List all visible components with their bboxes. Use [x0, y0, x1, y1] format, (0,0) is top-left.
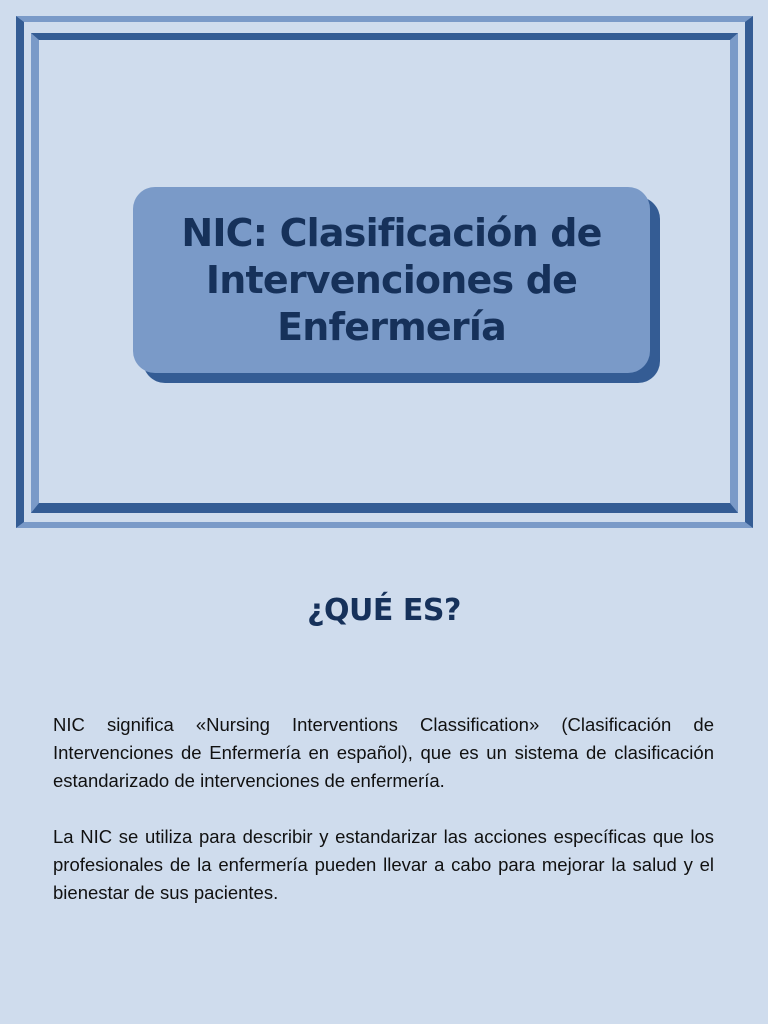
- title-box: [133, 187, 650, 373]
- paragraph-definition: NIC significa «Nursing Interventions Classification» (Clasificación de Intervenciones de Enfermería en español), que es un sistema de clasificación estandarizado de intervenciones de enfermería.: [53, 714, 714, 791]
- section-heading: ¿QUÉ ES?: [307, 593, 461, 628]
- page-title: NIC: Clasificación de Intervenciones de Enfermería: [181, 210, 602, 349]
- paragraph-usage: La NIC se utiliza para describir y estandarizar las acciones específicas que los profesionales de la enfermería pueden llevar a cabo para mejorar la salud y el bienestar de sus pacientes.: [53, 826, 714, 903]
